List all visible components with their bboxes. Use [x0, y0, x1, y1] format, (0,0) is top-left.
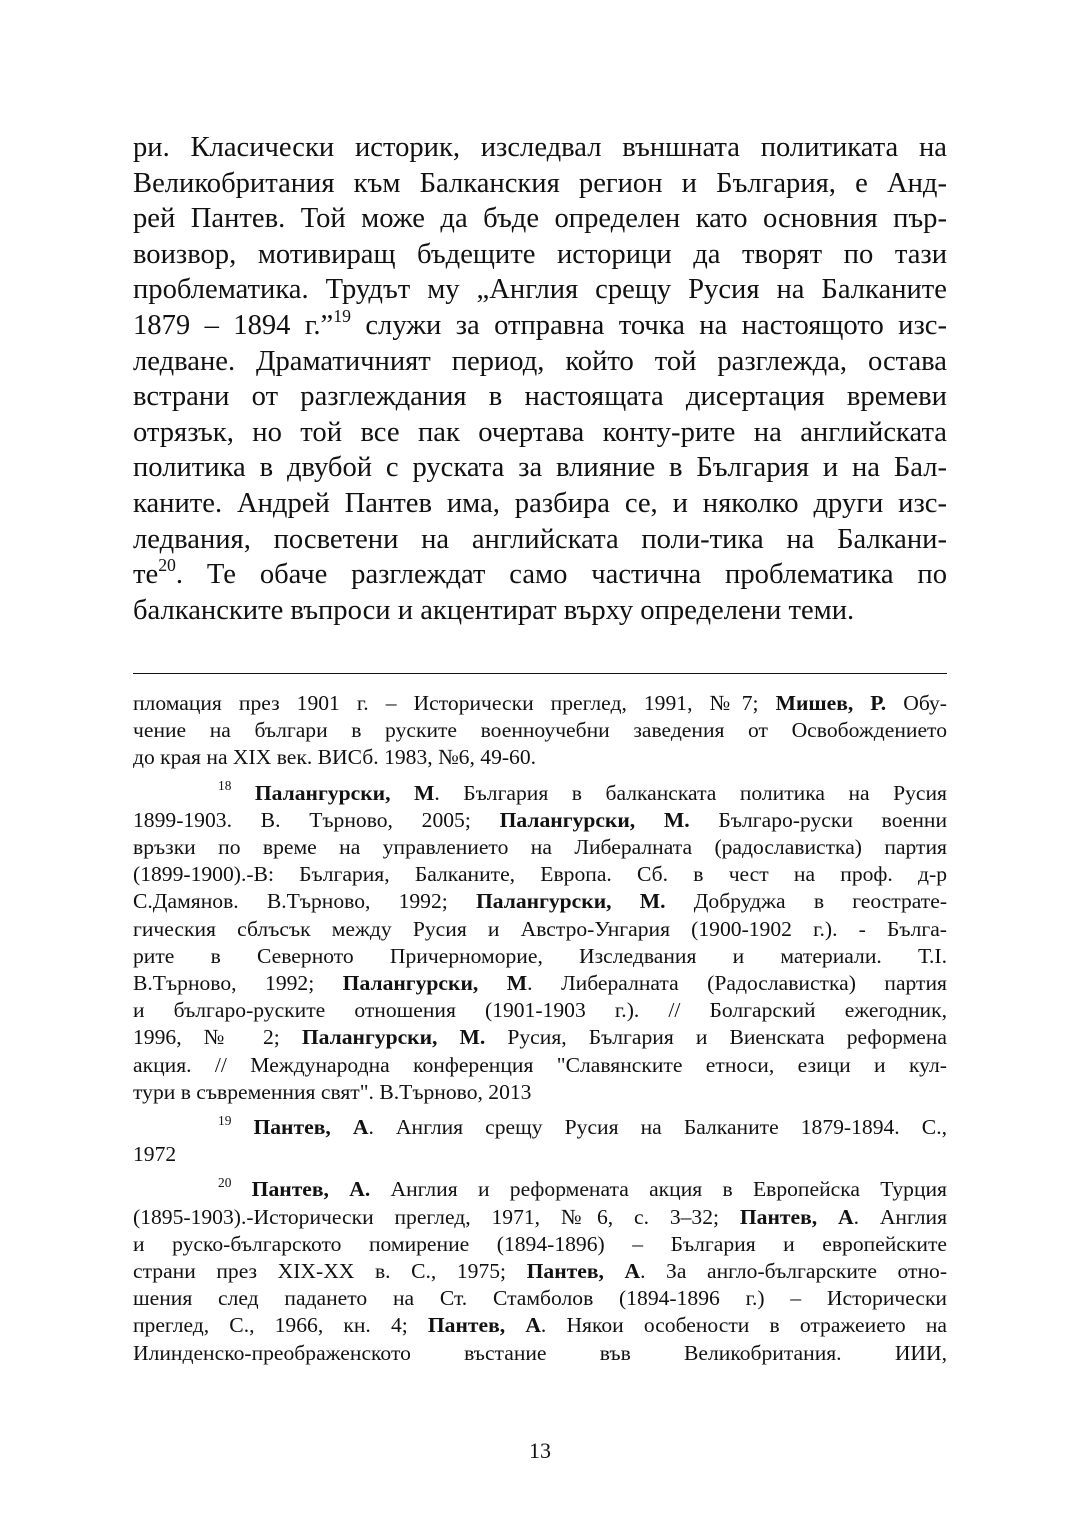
- author-name: Пантев, А: [427, 1313, 541, 1338]
- footnote-line: (1899-1900).-В: България, Балканите, Европа. Сб. в чест на проф. д-р: [133, 862, 947, 887]
- footnote-text: Българо-руски военни: [689, 807, 948, 832]
- body-paragraph: [133, 130, 947, 628]
- footnote-18: [133, 780, 947, 807]
- author-name: Палангурски, М.: [301, 1025, 486, 1050]
- footnote-line: 1972: [133, 1142, 177, 1167]
- footnote-text: Обу-: [886, 691, 947, 715]
- footnote-separator: [133, 673, 947, 674]
- footnote-line: рите в Северното Причерноморие, Изследвания и материали. Т.I.: [133, 943, 947, 968]
- author-name: Палангурски, М.: [499, 807, 690, 832]
- author-name: Палангурски, М: [254, 780, 435, 805]
- body-text: 1879 – 1894 г.”: [133, 309, 334, 341]
- footnote-line: Илинденско-преображенското въстание във Великобритания. ИИИ,: [133, 1340, 947, 1365]
- body-text: . Те обаче разглеждат само частична проблематика по: [175, 559, 947, 591]
- footnote-line: до края на XIX век. ВИСб. 1983, №6, 49-60.: [133, 745, 537, 770]
- footnote-text: страни през XIX-XX в. С., 1975;: [133, 1259, 527, 1284]
- footnote-text: Добруджа в геострате-: [665, 889, 948, 914]
- body-line: рей Пантев. Той може да бъде определен като основния пър-: [133, 203, 947, 235]
- footnote-line: тури в съвременния свят". В.Търново, 2013: [133, 1079, 532, 1104]
- body-line: балканските въпроси и акцентират върху определени теми.: [133, 594, 855, 626]
- footnote-text: . Някои особености в отражеието на: [540, 1313, 948, 1338]
- footnote-line: [133, 970, 947, 997]
- footnote-number: 19: [218, 1112, 232, 1128]
- body-line: [133, 554, 947, 593]
- body-line: политика в двубой с руската за влияние в България и на Бал-: [133, 452, 947, 484]
- author-name: Пантев, А.: [251, 1177, 371, 1202]
- body-line: каните. Андрей Пантев има, разбира се, и няколко други изс-: [133, 487, 947, 519]
- footnote-number: 18: [218, 778, 232, 794]
- footnote-line: [133, 888, 947, 915]
- author-name: Палангурски, М.: [475, 889, 666, 914]
- footnote-ref-20[interactable]: 20: [158, 554, 176, 575]
- body-line: ледване. Драматичният период, който той разглежда, остава: [133, 345, 947, 377]
- footnote-text: (1895-1903).-Исторически преглед, 1971, №6, с. 3–32;: [133, 1204, 740, 1229]
- footnote-line: [133, 1204, 947, 1231]
- footnote-ref-19[interactable]: 19: [333, 305, 351, 326]
- footnote-text: . За англо-българските отно-: [640, 1259, 948, 1284]
- body-line: ледвания, посветени на английската поли-тика на Балкани-: [133, 523, 947, 555]
- footnote-line: [133, 1312, 947, 1339]
- footnote-text: В.Търново, 1992;: [133, 971, 343, 996]
- footnote-text: . Англия: [853, 1204, 948, 1229]
- body-line: [133, 305, 947, 344]
- footnote-line: чение на българи в руските военноучебни заведения от Освобождението: [133, 718, 947, 743]
- footnote-text: 1899-1903. В. Търново, 2005;: [133, 807, 500, 832]
- footnote-text: С.Дамянов. В.Търново, 1992;: [133, 889, 476, 914]
- footnote-text: . България в балканската политика на Русия: [434, 780, 947, 805]
- footnote-line: връзки по време на управлението на Либералната (радославистка) партия: [133, 835, 947, 860]
- footnote-text: . Англия срещу Русия на Балканите 1879-1894. С.,: [368, 1115, 947, 1140]
- author-name: Пантев, А: [739, 1204, 854, 1229]
- body-line: отрязък, но той все пак очертава конту-рите на английската: [133, 416, 947, 448]
- footnote-text: Русия, България и Виенската реформена: [485, 1025, 947, 1050]
- author-name: Пантев, А: [526, 1259, 641, 1284]
- body-line: воизвор, мотивиращ бъдещите историци да творят по тази: [133, 238, 947, 270]
- footnotes: [133, 690, 947, 1367]
- footnote-line: шения след падането на Ст. Стамболов (1894-1896 г.) – Исторически: [133, 1286, 947, 1311]
- footnote-line: акция. // Международна конференция "Славянските етноси, езици и кул-: [133, 1052, 947, 1077]
- footnote-19: [133, 1114, 947, 1141]
- footnote-line: [133, 1024, 947, 1051]
- page-number: 13: [529, 1438, 551, 1463]
- footnote-line: [133, 690, 947, 717]
- footnote-text: . Либералната (Радославистка) партия: [527, 971, 947, 996]
- footnote-text: преглед, С., 1966, кн. 4;: [133, 1313, 428, 1338]
- body-line: Великобритания към Балканския регион и България, е Анд-: [133, 167, 947, 199]
- footnote-line: и руско-българското помирение (1894-1896) – България и европейските: [133, 1231, 947, 1256]
- body-text: служи за отправна точка на настоящото изс-: [350, 309, 947, 341]
- footnote-text: пломация през 1901 г. – Исторически преглед, 1991, №7;: [133, 691, 776, 715]
- body-text: те: [133, 559, 159, 591]
- author-name: Палангурски, М: [342, 971, 528, 996]
- footnote-line: и българо-руските отношения (1901-1903 г.). // Болгарский ежегодник,: [133, 998, 947, 1023]
- footnote-text: Англия и реформената акция в Европейска Турция: [370, 1177, 947, 1202]
- footnote-20: [133, 1176, 947, 1203]
- author-name: Пантев, А: [253, 1115, 369, 1140]
- author-name: Мишев, Р.: [775, 691, 887, 715]
- footnote-line: [133, 1258, 947, 1285]
- body-line: ри. Класически историк, изследвал външната политиката на: [133, 132, 947, 163]
- footnote-text: 1996, № 2;: [133, 1025, 302, 1050]
- body-line: проблематика. Трудът му „Англия срещу Русия на Балканите: [133, 274, 947, 306]
- body-line: встрани от разглеждания в настоящата дисертация времеви: [133, 381, 947, 413]
- footnote-line: [133, 807, 947, 834]
- footnote-number: 20: [218, 1174, 232, 1190]
- footnote-line: гическия сблъсък между Русия и Австро-Унгария (1900-1902 г.). - Бълга-: [133, 916, 947, 941]
